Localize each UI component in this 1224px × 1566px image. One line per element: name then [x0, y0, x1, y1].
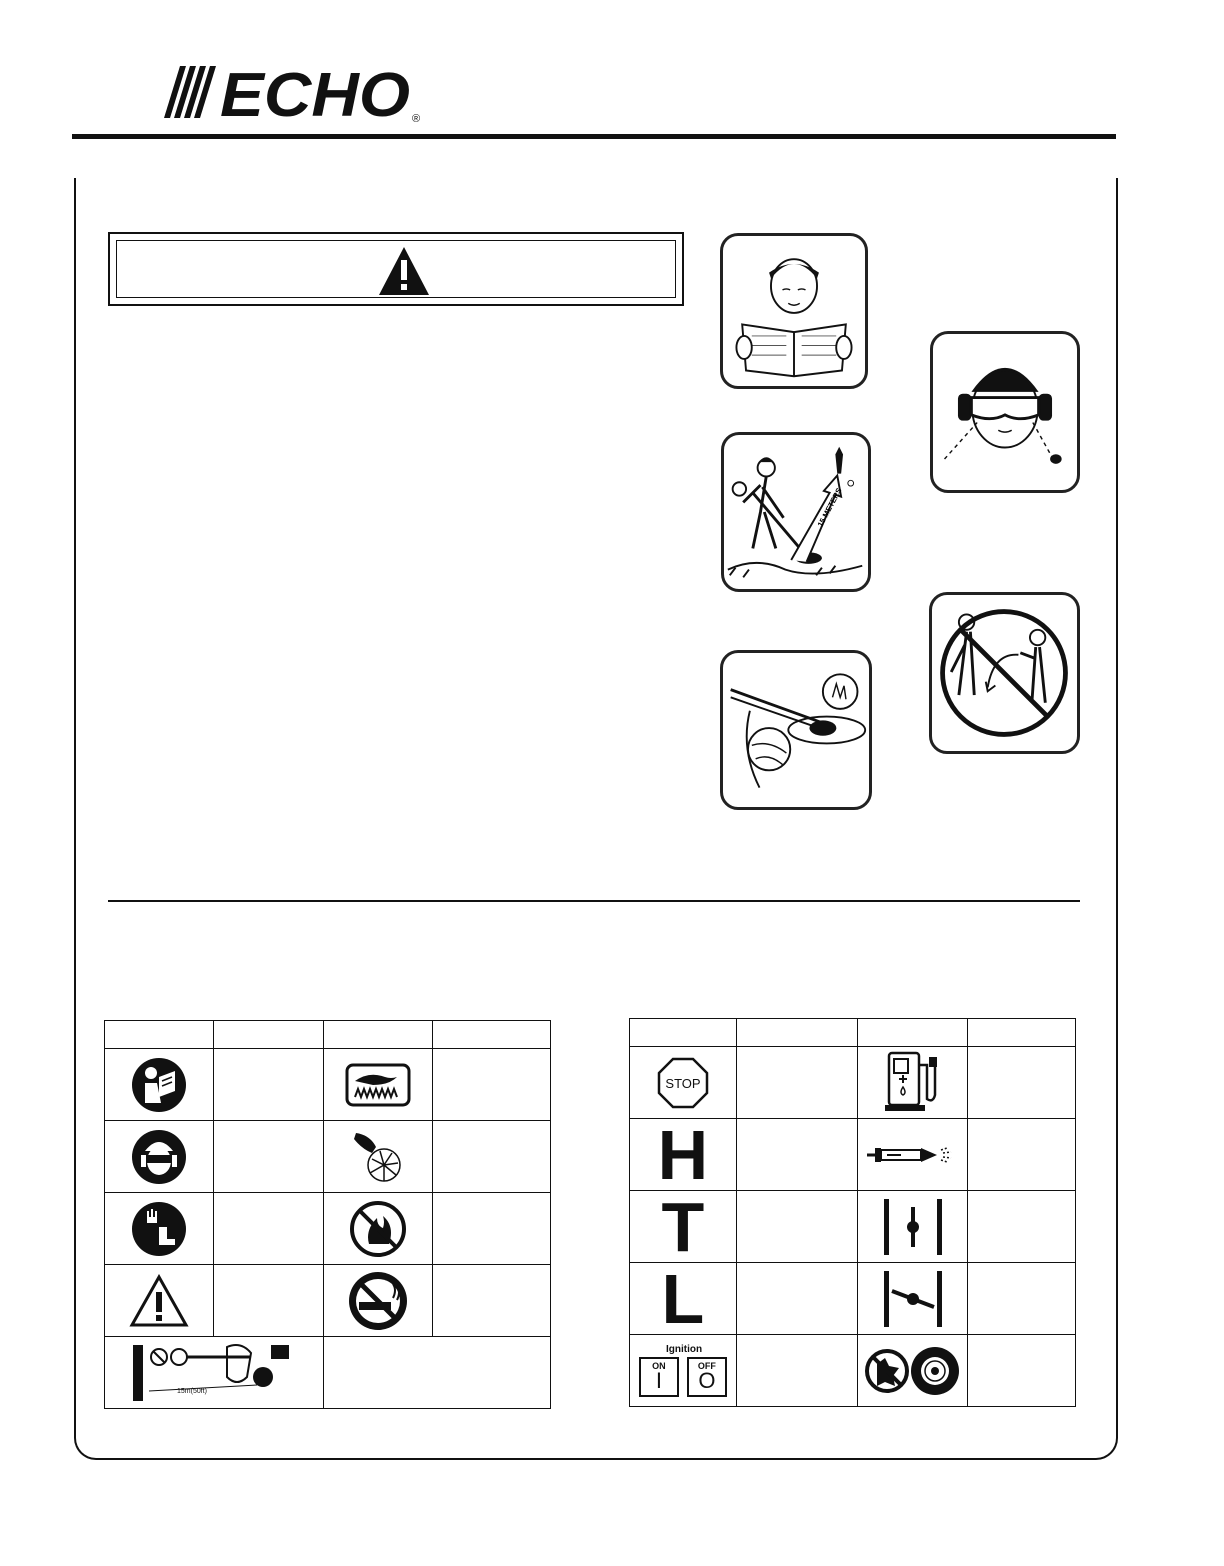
no-smoking-icon [323, 1265, 432, 1337]
ignition-label: Ignition [666, 1344, 703, 1355]
eye-ear-protection-pictogram [930, 331, 1080, 493]
cutting-head-hazard-pictogram [720, 650, 872, 810]
head-eye-protection-icon [105, 1121, 214, 1193]
low-speed-letter: L [661, 1259, 705, 1338]
safety-distance-pictogram [721, 432, 871, 592]
thrown-objects-icon [323, 1121, 432, 1193]
keep-away-pictogram [929, 592, 1080, 754]
table-row [630, 1191, 1076, 1263]
ignition-off-symbol: OFF O [687, 1357, 727, 1397]
table-row [105, 1121, 551, 1193]
gloves-boots-icon [105, 1193, 214, 1265]
distance-label: 15m(50ft) [176, 1387, 207, 1395]
brand-text: ECHO [220, 62, 410, 124]
primer-bulb-icon [858, 1119, 968, 1191]
stop-icon [630, 1047, 737, 1119]
distance-sign-text: 15 METERS [815, 486, 844, 529]
high-speed-letter: H [657, 1115, 709, 1194]
no-metal-blade-icon [858, 1335, 968, 1407]
warning-banner [108, 232, 684, 306]
table-row [105, 1265, 551, 1337]
header-rule [72, 134, 1116, 139]
warning-banner-inner [116, 240, 676, 298]
ignition-switch [630, 1335, 737, 1407]
table-header-row [630, 1019, 1076, 1047]
read-manual-pictogram [720, 233, 868, 389]
registered-mark: ® [412, 113, 421, 124]
ignition-on-symbol: ON I [639, 1357, 679, 1397]
control-symbols-table [629, 1018, 1076, 1407]
table-header-row [105, 1021, 551, 1049]
choke-open-icon [858, 1263, 968, 1335]
table-row [105, 1049, 551, 1121]
echo-logo-graphic [160, 62, 430, 124]
table-row [630, 1119, 1076, 1191]
choke-closed-icon [858, 1191, 968, 1263]
table-row [105, 1193, 551, 1265]
table-row [630, 1047, 1076, 1119]
read-manual-icon [105, 1049, 214, 1121]
fuel-pump-icon [858, 1047, 968, 1119]
no-open-flame-icon [323, 1193, 432, 1265]
safety-symbols-table [104, 1020, 551, 1409]
keep-bystanders-away-icon [105, 1337, 324, 1409]
warning-triangle-icon [377, 245, 431, 297]
table-row [630, 1335, 1076, 1407]
echo-logo [160, 62, 430, 124]
table-row [630, 1263, 1076, 1335]
trim-letter: T [661, 1187, 705, 1266]
stop-label: STOP [665, 1075, 701, 1091]
table-row [105, 1337, 551, 1409]
caution-icon [105, 1265, 214, 1337]
section-divider [108, 900, 1080, 902]
hot-surface-icon [323, 1049, 432, 1121]
